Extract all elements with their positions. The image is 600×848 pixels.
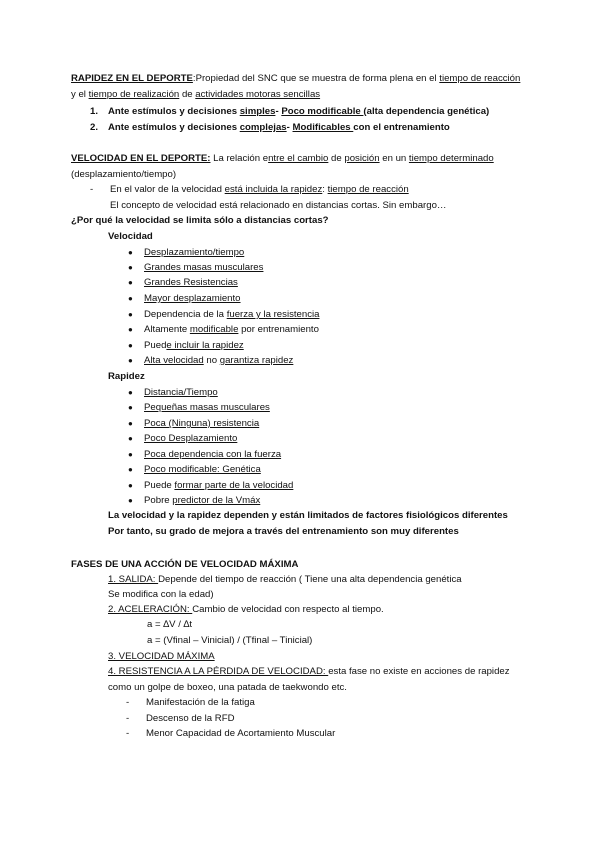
rapidez-item-1: 1. Ante estímulos y decisiones simples- Poco modificable (alta dependencia genética)	[90, 106, 490, 117]
velocidad-subpoint-2: El concepto de velocidad está relacionado en distancias cortas. Sin embargo…	[110, 200, 447, 211]
fase-velocidad-maxima: 3. VELOCIDAD MÁXIMA	[108, 651, 215, 662]
list-item: ● Dependencia de la fuerza y la resistencia	[128, 309, 320, 320]
formula-2: a = (Vfinal – Vinicial) / (Tfinal – Tinicial)	[147, 635, 313, 646]
velocidad-subpoint: - En el valor de la velocidad está incluida la rapidez: tiempo de reacción	[90, 184, 409, 195]
list-item: - Descenso de la RFD	[126, 713, 235, 724]
conclusion-2: Por tanto, su grado de mejora a través del entrenamiento son muy diferentes	[108, 526, 459, 537]
fase-salida: 1. SALIDA: Depende del tiempo de reacción ( Tiene una alta dependencia genética	[108, 574, 462, 585]
fase-resistencia: 4. RESISTENCIA A LA PÉRDIDA DE VELOCIDAD: esta fase no existe en acciones de rapidez	[108, 666, 510, 677]
list-item: ● Poco modificable: Genética	[128, 464, 261, 475]
velocidad-title: VELOCIDAD EN EL DEPORTE:	[71, 153, 211, 164]
rapidez-heading: Rapidez	[108, 371, 145, 382]
rapidez-definition-line-1: RAPIDEZ EN EL DEPORTE:Propiedad del SNC que se muestra de forma plena en el tiempo de reacción	[71, 73, 521, 84]
formula-1: a = ∆V / ∆t	[147, 619, 193, 630]
list-item: ● Distancia/Tiempo	[128, 387, 218, 398]
fase-salida-2: Se modifica con la edad)	[108, 589, 214, 600]
velocidad-definition-line-2: (desplazamiento/tiempo)	[71, 169, 177, 180]
list-item: ● Pequeñas masas musculares	[128, 402, 270, 413]
list-item: ● Altamente modificable por entrenamiento	[128, 324, 319, 335]
fase-resistencia-2: como un golpe de boxeo, una patada de taekwondo etc.	[108, 682, 347, 693]
list-item: ● Puede formar parte de la velocidad	[128, 480, 294, 491]
list-item: ● Desplazamiento/tiempo	[128, 247, 245, 258]
rapidez-definition-line-2: y el tiempo de realización de actividades motoras sencillas	[71, 89, 321, 100]
rapidez-title: RAPIDEZ EN EL DEPORTE	[71, 73, 193, 84]
rapidez-item-2: 2. Ante estímulos y decisiones complejas- Modificables con el entrenamiento	[90, 122, 450, 133]
list-item: ● Poco Desplazamiento	[128, 433, 238, 444]
list-item: ● Pobre predictor de la Vmáx	[128, 495, 261, 506]
conclusion-1: La velocidad y la rapidez dependen y están limitados de factores fisiológicos diferentes	[108, 510, 508, 521]
velocidad-definition-line-1: VELOCIDAD EN EL DEPORTE: La relación entre el cambio de posición en un tiempo determinado	[71, 153, 494, 164]
list-item: - Manifestación de la fatiga	[126, 697, 255, 708]
list-item: ● Poca dependencia con la fuerza	[128, 449, 282, 460]
list-item: ● Grandes masas musculares	[128, 262, 264, 273]
list-item: ● Poca (Ninguna) resistencia	[128, 418, 260, 429]
question-heading: ¿Por qué la velocidad se limita sólo a distancias cortas?	[71, 215, 329, 226]
list-item: - Menor Capacidad de Acortamiento Muscular	[126, 728, 336, 739]
list-item: ● Puede incluir la rapidez	[128, 340, 244, 351]
velocidad-heading: Velocidad	[108, 231, 153, 242]
fase-aceleracion: 2. ACELERACIÓN: Cambio de velocidad con respecto al tiempo.	[108, 604, 384, 615]
fases-title: FASES DE UNA ACCIÓN DE VELOCIDAD MÁXIMA	[71, 559, 299, 570]
list-item: ● Mayor desplazamiento	[128, 293, 241, 304]
list-item: ● Grandes Resistencias	[128, 277, 238, 288]
list-item: ● Alta velocidad no garantiza rapidez	[128, 355, 294, 366]
